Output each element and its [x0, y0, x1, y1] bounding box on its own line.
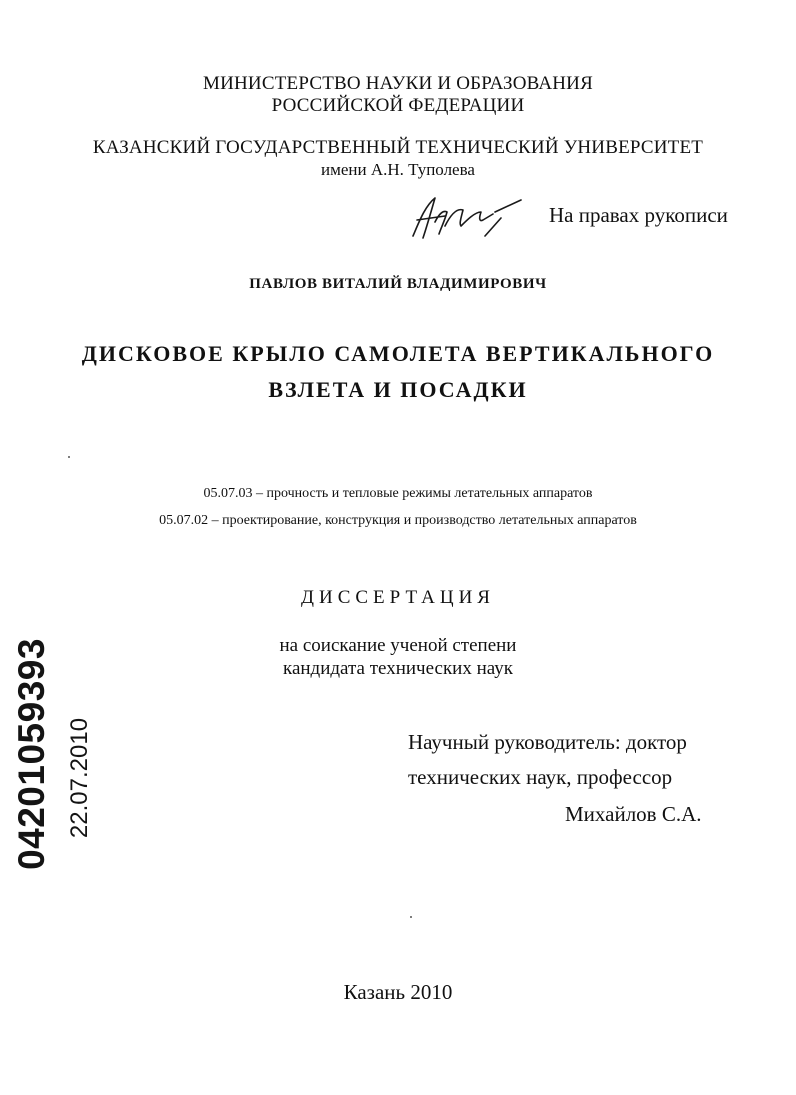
stamp-date: 22.07.2010: [66, 717, 93, 839]
ministry-line-1: МИНИСТЕРСТВО НАУКИ И ОБРАЗОВАНИЯ: [203, 73, 593, 94]
university-name: КАЗАНСКИЙ ГОСУДАРСТВЕННЫЙ ТЕХНИЧЕСКИЙ УНИВЕРСИТЕТ: [92, 137, 704, 158]
supervisor-line-1: Научный руководитель: доктор: [408, 730, 687, 754]
scan-speck: [68, 456, 70, 458]
thesis-title-line-2: ВЗЛЕТА И ПОСАДКИ: [268, 377, 528, 402]
university-named-after: имени А.Н. Туполева: [321, 160, 475, 179]
scan-speck: [410, 916, 412, 918]
signature-icon: [405, 192, 525, 244]
degree-line-2: кандидата технических наук: [283, 658, 513, 679]
specialty-code-1: 05.07.03 – прочность и тепловые режимы летательных аппаратов: [203, 486, 593, 501]
author-name: ПАВЛОВ ВИТАЛИЙ ВЛАДИМИРОВИЧ: [249, 276, 547, 292]
rights-note: На правах рукописи: [549, 203, 728, 227]
city-year: Казань 2010: [343, 980, 453, 1004]
degree-line-1: на соискание ученой степени: [279, 635, 517, 656]
library-stamp: [5, 638, 97, 870]
document-type: ДИССЕРТАЦИЯ: [301, 587, 495, 608]
supervisor-name: Михайлов С.А.: [565, 802, 702, 826]
ministry-line-2: РОССИЙСКОЙ ФЕДЕРАЦИИ: [271, 95, 525, 116]
supervisor-line-2: технических наук, профессор: [408, 765, 673, 789]
specialty-code-2: 05.07.02 – проектирование, конструкция и производство летательных аппаратов: [159, 513, 637, 528]
stamp-number: 04201059393: [11, 638, 52, 870]
thesis-title-line-1: ДИСКОВОЕ КРЫЛО САМОЛЕТА ВЕРТИКАЛЬНОГО: [81, 341, 715, 366]
